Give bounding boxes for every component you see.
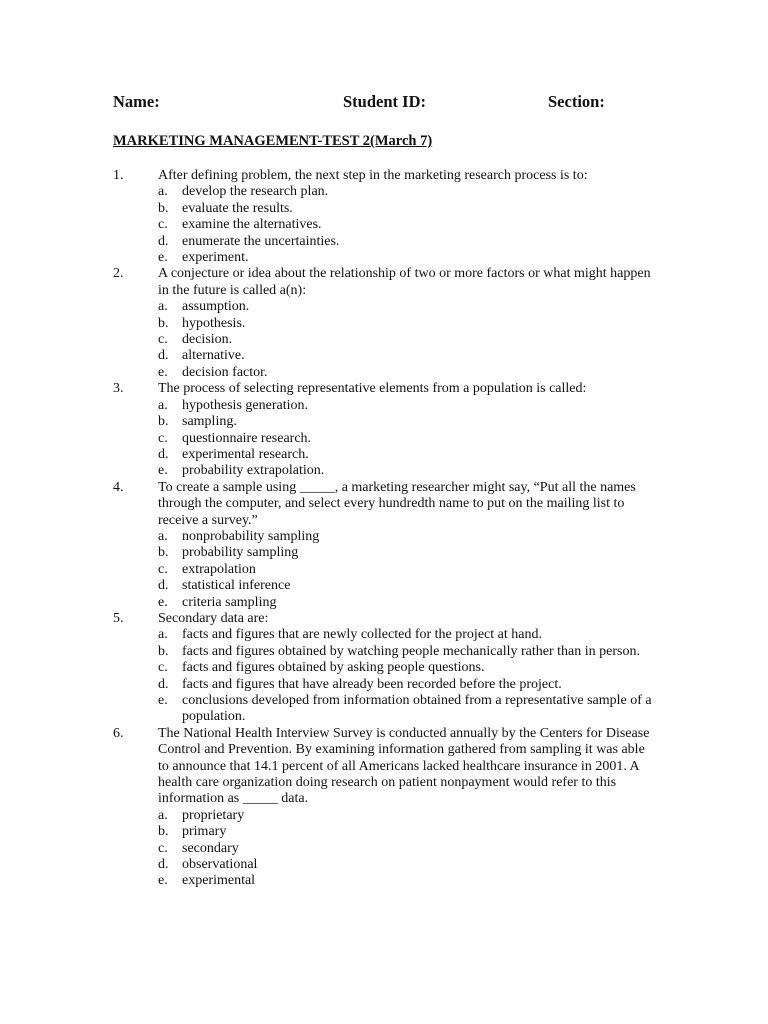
option-letter: e. [158, 594, 168, 610]
option-text: develop the research plan. [182, 184, 329, 200]
option-letter: a. [158, 627, 168, 643]
option-text: proprietary [182, 807, 245, 823]
option-letter: d. [158, 446, 169, 462]
question-number: 2. [113, 266, 124, 282]
question-number: 1. [113, 168, 124, 183]
question-3 [113, 381, 653, 479]
option-text: decision. [182, 332, 233, 348]
option-text: probability sampling [182, 545, 299, 561]
option-letter: a. [158, 299, 168, 315]
answer-option [158, 841, 653, 857]
option-text: enumerate the uncertainties. [182, 233, 340, 249]
option-text: primary [182, 824, 227, 840]
option-letter: d. [158, 857, 169, 873]
question-text: The National Health Interview Survey is conducted annually by the Centers for Disease Control and Prevention. By examining information gathered from sampling it was able to announce that 14.1 percent of all Americans lacked healthcare insurance in 2001. A health care organization doing research on patient nonpayment would refer to this information as _____ data. [158, 725, 650, 807]
option-letter: d. [158, 676, 169, 692]
question-2 [113, 266, 653, 381]
option-text: hypothesis generation. [182, 397, 308, 413]
option-text: criteria sampling [182, 594, 277, 610]
answer-option [158, 677, 653, 693]
answer-option [158, 201, 653, 217]
name-label: Name: [113, 92, 160, 111]
option-letter: e. [158, 250, 168, 266]
answer-option [158, 545, 653, 561]
answer-option [158, 562, 653, 578]
option-letter: e. [158, 873, 168, 889]
option-letter: a. [158, 528, 168, 544]
question-body [158, 480, 653, 611]
option-letter: c. [158, 561, 168, 577]
option-text: extrapolation [182, 561, 256, 577]
answer-option [158, 316, 653, 332]
answer-option [158, 184, 653, 200]
question-4 [113, 480, 653, 611]
answer-option [158, 529, 653, 545]
question-body [158, 381, 653, 479]
option-letter: a. [158, 807, 168, 823]
test-title: MARKETING MANAGEMENT-TEST 2(March 7) [113, 133, 433, 149]
option-text: facts and figures obtained by asking people questions. [182, 660, 485, 676]
answer-option [158, 857, 653, 873]
question-number: 4. [113, 479, 124, 495]
option-text: observational [182, 857, 258, 873]
question-body [158, 266, 653, 381]
option-text: sampling. [182, 414, 237, 430]
question-body [158, 168, 653, 266]
answer-option [158, 332, 653, 348]
answer-option [158, 414, 653, 430]
option-letter: b. [158, 414, 169, 430]
answer-option [158, 217, 653, 233]
question-text: Secondary data are: [158, 610, 269, 626]
option-text: conclusions developed from information obtained from a representative sample of a population. [182, 693, 652, 725]
answer-option [158, 463, 653, 479]
answer-option [158, 299, 653, 315]
answer-options [158, 184, 653, 266]
question-text: To create a sample using _____, a marketing researcher might say, “Put all the names through the computer, and select every hundredth name to put on the mailing list to receive a survey.” [158, 479, 636, 528]
answer-option [158, 447, 653, 463]
option-text: nonprobability sampling [182, 528, 320, 544]
option-letter: b. [158, 315, 169, 331]
option-letter: e. [158, 463, 168, 479]
option-text: evaluate the results. [182, 200, 293, 216]
option-letter: c. [158, 660, 168, 676]
question-number: 6. [113, 725, 124, 741]
question-text: A conjecture or idea about the relationship of two or more factors or what might happen in the future is called a(n): [158, 266, 651, 298]
answer-option [158, 644, 653, 660]
answer-option [158, 250, 653, 266]
answer-option [158, 824, 653, 840]
answer-option [158, 348, 653, 364]
answer-option [158, 873, 653, 889]
answer-options [158, 808, 653, 890]
option-text: hypothesis. [182, 315, 246, 331]
answer-option [158, 365, 653, 381]
option-text: experiment. [182, 250, 249, 266]
answer-options [158, 627, 653, 725]
option-letter: a. [158, 397, 168, 413]
option-text: facts and figures obtained by watching people mechanically rather than in person. [182, 643, 640, 659]
answer-option [158, 234, 653, 250]
answer-options [158, 529, 653, 611]
option-letter: d. [158, 348, 169, 364]
option-letter: c. [158, 217, 168, 233]
option-letter: e. [158, 364, 168, 380]
answer-option [158, 660, 653, 676]
option-text: experimental research. [182, 446, 309, 462]
option-text: secondary [182, 840, 239, 856]
answer-option [158, 578, 653, 594]
option-letter: b. [158, 824, 169, 840]
option-text: examine the alternatives. [182, 217, 322, 233]
answer-option [158, 627, 653, 643]
option-letter: d. [158, 578, 169, 594]
option-letter: b. [158, 545, 169, 561]
option-text: statistical inference [182, 578, 291, 594]
question-text: After defining problem, the next step in the marketing research process is to: [158, 168, 588, 183]
question-text: The process of selecting representative elements from a population is called: [158, 381, 587, 397]
answer-options [158, 398, 653, 480]
question-1 [113, 168, 653, 266]
option-letter: b. [158, 200, 169, 216]
section-label: Section: [548, 92, 605, 111]
option-letter: c. [158, 840, 168, 856]
option-letter: a. [158, 184, 168, 200]
option-letter: c. [158, 332, 168, 348]
option-text: probability extrapolation. [182, 463, 325, 479]
option-text: alternative. [182, 348, 245, 364]
option-text: assumption. [182, 299, 250, 315]
question-number: 5. [113, 610, 124, 626]
answer-option [158, 693, 653, 726]
option-letter: e. [158, 693, 168, 708]
option-text: decision factor. [182, 364, 268, 380]
answer-option [158, 398, 653, 414]
option-letter: d. [158, 233, 169, 249]
option-letter: c. [158, 430, 168, 446]
student-id-label: Student ID: [343, 92, 426, 111]
question-list [113, 168, 653, 890]
answer-option [158, 595, 653, 611]
question-number: 3. [113, 381, 124, 397]
option-text: facts and figures that have already been recorded before the project. [182, 676, 562, 692]
answer-options [158, 299, 653, 381]
question-6 [113, 726, 653, 890]
answer-option [158, 431, 653, 447]
answer-option [158, 808, 653, 824]
option-text: facts and figures that are newly collected for the project at hand. [182, 627, 542, 643]
question-body [158, 726, 653, 890]
option-text: questionnaire research. [182, 430, 312, 446]
option-letter: b. [158, 643, 169, 659]
question-5 [113, 611, 653, 726]
option-text: experimental [182, 873, 256, 889]
question-body [158, 611, 653, 726]
